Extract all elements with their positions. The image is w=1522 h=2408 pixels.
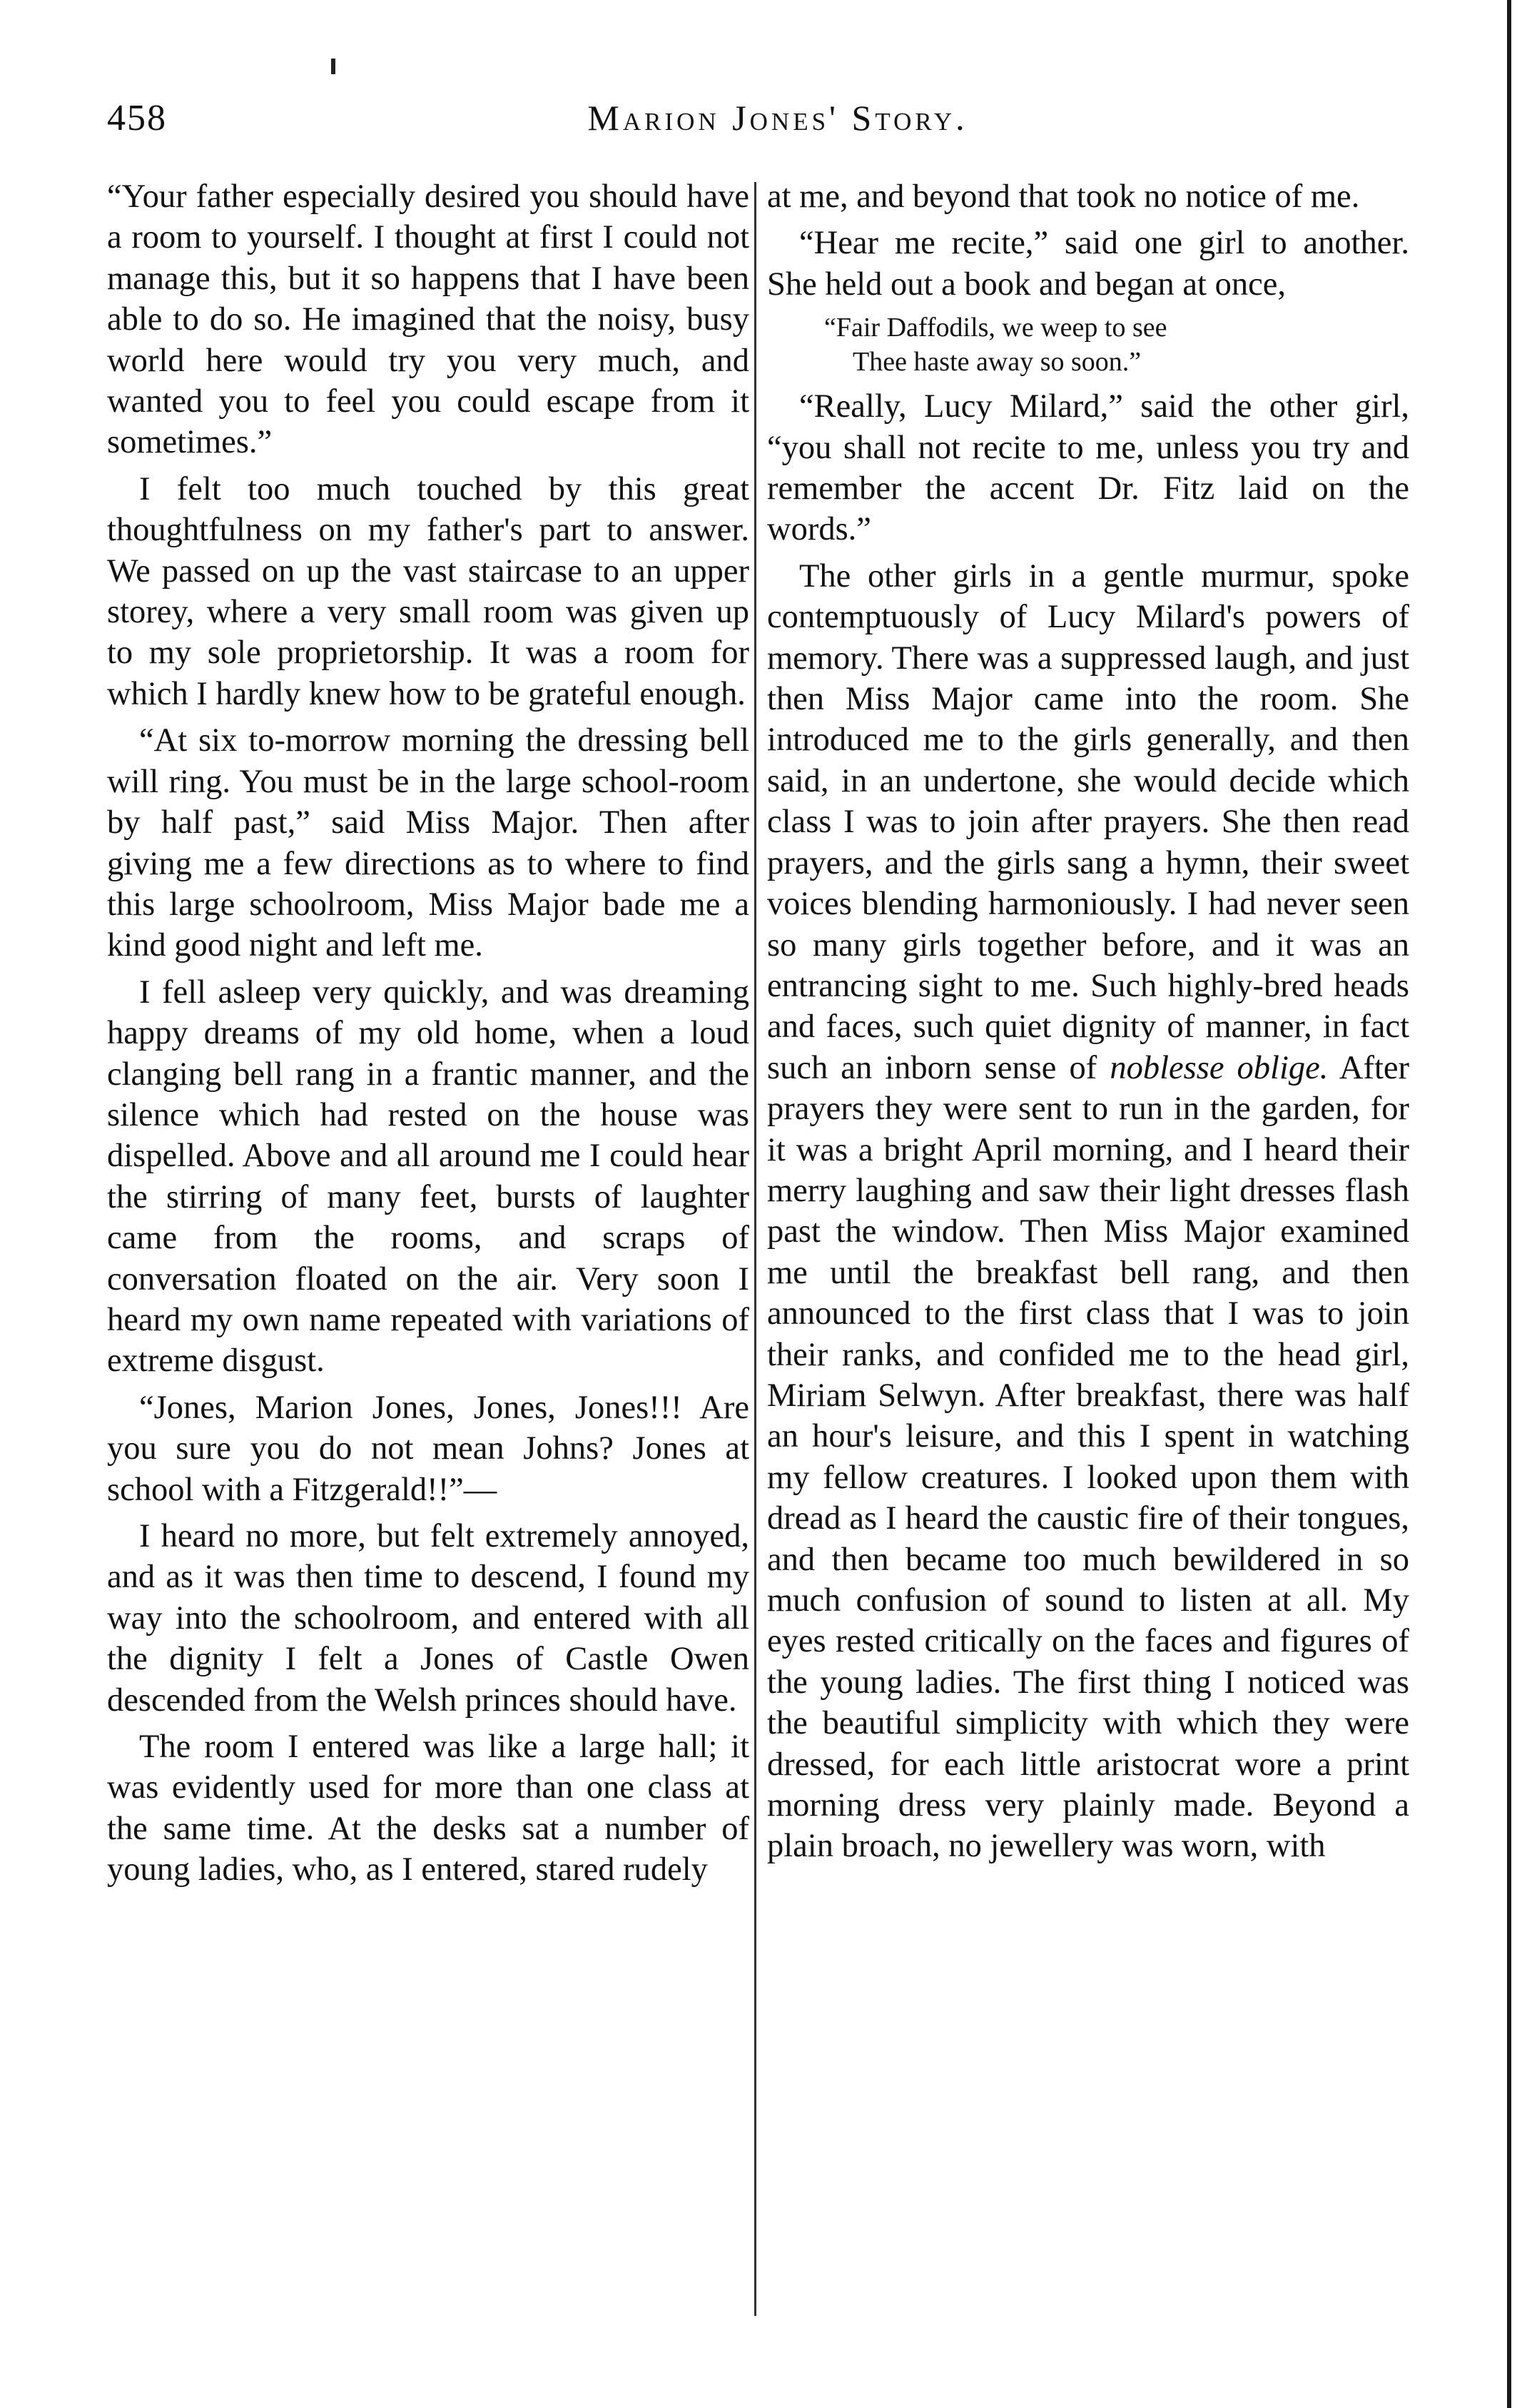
verse-line: “Fair Daffodils, we weep to see	[824, 313, 1167, 343]
page-header	[107, 97, 1449, 154]
paragraph: The room I entered was like a large hall; it was evidently used for more than one class at the same time. At the desks sat a number of young ladies, who, as I entered, stared rudely	[107, 1729, 749, 1888]
paragraph	[767, 556, 1409, 1867]
paragraph: at me, and beyond that took no notice of me.	[767, 178, 1360, 215]
paragraph-text: The other girls in a gentle murmur, spoke contemptuously of Lucy Milard's powers of memory. There was a suppressed laugh, and just then Miss Major came into the room. She introduced me to the girls generally, and then said, in an undertone, she would decide which class I was to join after prayers. She then read prayers, and the girls sang a hymn, their sweet voices blending harmoniously. I had never seen so many girls together before, and it was an entrancing sight to me. Such highly-bred heads and faces, such quiet dignity of manner, in fact such an inborn sense of	[767, 557, 1409, 1086]
paragraph: I felt too much touched by this great thoughtfulness on my father's part to answer. We passed on up the vast staircase to an upper storey, where a very small room was given up to my sole proprietorship. It was a room for which I hardly knew how to be grateful enough.	[107, 470, 749, 712]
ink-mark	[331, 59, 335, 74]
paragraph: “Really, Lucy Milard,” said the other girl, “you shall not recite to me, unless you try and remember the accent Dr. Fitz laid on the words.”	[767, 388, 1409, 548]
paragraph: “At six to-morrow morning the dressing bell will ring. You must be in the large school-room by half past,” said Miss Major. Then after giving me a few directions as to where to find this large schoolroom, Miss Major bade me a kind good night and left me.	[107, 722, 749, 964]
italic-phrase: noblesse oblige.	[1110, 1049, 1329, 1086]
paragraph: “Hear me recite,” said one girl to another. She held out a book and began at once,	[767, 225, 1409, 303]
verse-quote	[824, 310, 1409, 379]
page-number: 458	[107, 98, 167, 138]
page-edge	[1507, 0, 1511, 2408]
verse-line: Thee haste away so soon.”	[853, 347, 1142, 378]
paragraph: I fell asleep very quickly, and was dreaming happy dreams of my old home, when a loud clanging bell rang in a frantic manner, and the silence which had rested on the house was dispelled. Above and all around me I could hear the stirring of many feet, bursts of laughter came from the rooms, and scraps of conversation floated on the air. Very soon I heard my own name repeated with variations of extreme disgust.	[107, 973, 749, 1380]
right-column	[767, 176, 1409, 1873]
left-column	[107, 176, 749, 1896]
column-divider	[754, 182, 756, 2316]
paragraph-text: After prayers they were sent to run in the garden, for it was a bright April morning, and I heard their merry laughing and saw their light dresses flash past the window. Then Miss Major examined me until the breakfast bell rang, and then announced to the first class that I was to join their ranks, and confided me to the head girl, Miriam Selwyn. After breakfast, there was half an hour's leisure, and this I spent in watching my fellow creatures. I looked upon them with dread as I heard the caustic fire of their tongues, and then became too much bewildered in so much confusion of sound to listen at all. My eyes rested critically on the faces and figures of the young ladies. The first thing I noticed was the beautiful simplicity with which they were dressed, for each little aristocrat wore a print morning dress very plainly made. Beyond a plain broach, no jewellery was worn, with	[767, 1049, 1410, 1865]
running-title: Marion Jones' Story.	[587, 98, 968, 138]
paragraph: “Jones, Marion Jones, Jones, Jones!!! Are you sure you do not mean Johns? Jones at school with a Fitzgerald!!”—	[107, 1389, 749, 1508]
paragraph: “Your father especially desired you should have a room to yourself. I thought at first I could not manage this, but it so happens that I have been able to do so. He imagined that the noisy, busy world here would try you very much, and wanted you to feel you could escape from it sometimes.”	[107, 178, 749, 461]
paragraph: I heard no more, but felt extremely annoyed, and as it was then time to descend, I found my way into the schoolroom, and entered with all the dignity I felt a Jones of Castle Owen descended from the Welsh princes should have.	[107, 1518, 749, 1719]
